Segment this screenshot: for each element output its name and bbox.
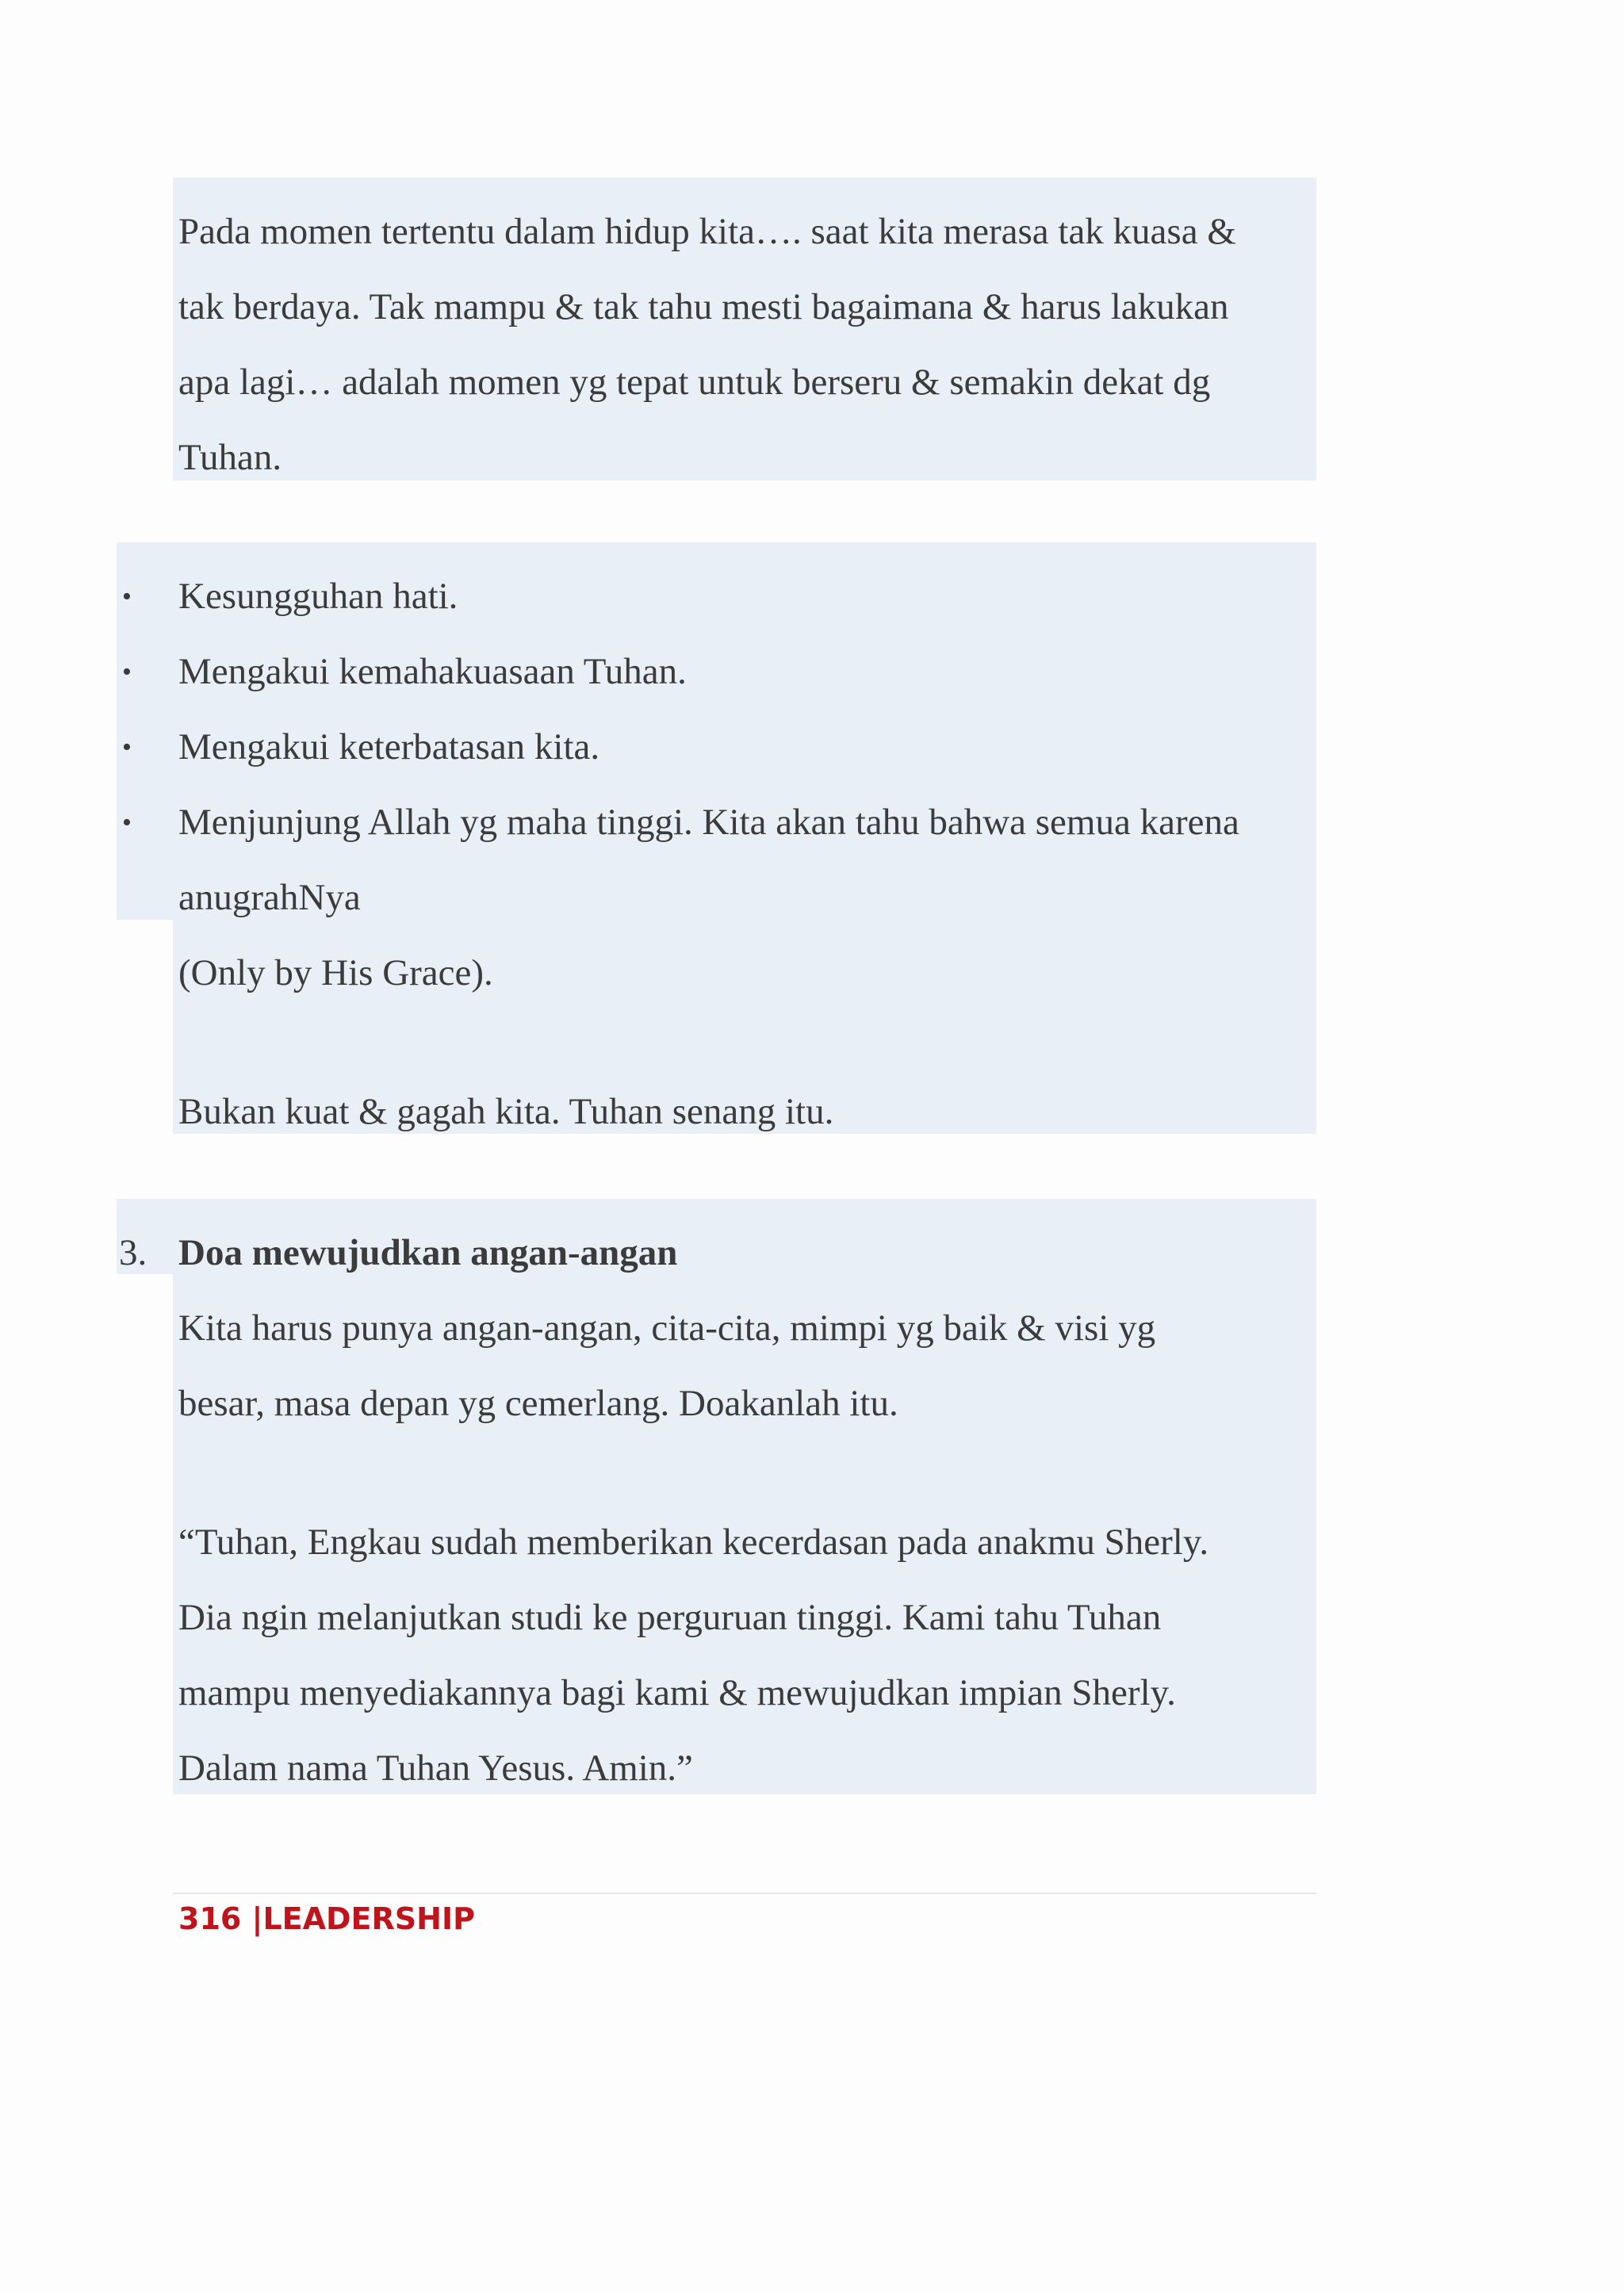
page-number: 316 [178,1901,242,1936]
footer-divider [173,1893,1316,1894]
bullet-icon: • [122,808,132,837]
list-item: Kesungguhan hati. [178,576,458,617]
list-item: Mengakui kemahakuasaan Tuhan. [178,651,687,692]
list-item-continuation: anugrahNya [178,877,361,918]
paragraph-line: besar, masa depan yg cemerlang. Doakanlah itu. [178,1383,898,1424]
bullet-icon: • [122,733,132,762]
prayer-line: Dalam nama Tuhan Yesus. Amin.” [178,1748,693,1789]
footer-separator: | [241,1901,263,1936]
paragraph-line: Tuhan. [178,437,282,478]
list-item-continuation: (Only by His Grace). [178,952,493,993]
section-number: 3. [119,1232,147,1273]
page-footer [178,1899,475,1939]
closing-line: Bukan kuat & gagah kita. Tuhan senang itu. [178,1091,834,1132]
list-item: Mengakui keterbatasan kita. [178,726,600,768]
paragraph-line: Kita harus punya angan-angan, cita-cita, mimpi yg baik & visi yg [178,1307,1156,1349]
paragraph-line: tak berdaya. Tak mampu & tak tahu mesti bagaimana & harus lakukan [178,286,1229,327]
list-item: Menjunjung Allah yg maha tinggi. Kita akan tahu bahwa semua karena [178,802,1239,843]
prayer-line: mampu menyediakannya bagi kami & mewujudkan impian Sherly. [178,1672,1176,1713]
bullet-icon: • [122,582,132,611]
footer-title: LEADERSHIP [262,1901,475,1936]
paragraph-line: Pada momen tertentu dalam hidup kita…. saat kita merasa tak kuasa & [178,211,1236,252]
section-heading: Doa mewujudkan angan-angan [178,1232,678,1273]
prayer-line: “Tuhan, Engkau sudah memberikan kecerdasan pada anakmu Sherly. [178,1522,1209,1563]
prayer-line: Dia ngin melanjutkan studi ke perguruan tinggi. Kami tahu Tuhan [178,1597,1162,1638]
paragraph-line: apa lagi… adalah momen yg tepat untuk berseru & semakin dekat dg [178,362,1211,403]
bullet-icon: • [122,657,132,687]
